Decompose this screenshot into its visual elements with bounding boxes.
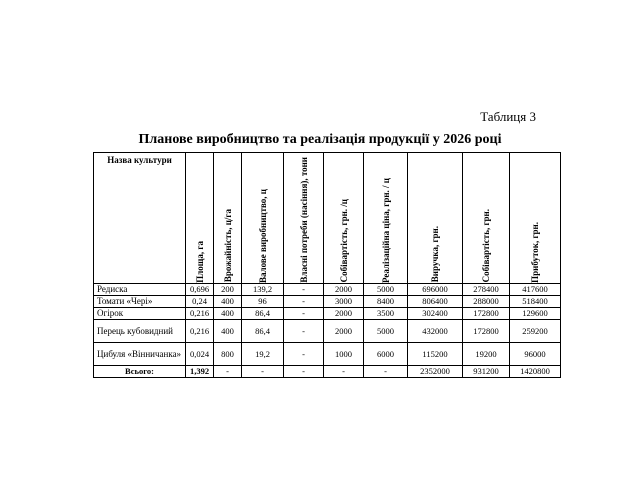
table-title: Планове виробництво та реалізація продукції у 2026 році — [138, 132, 502, 147]
cell-area: 0,24 — [186, 295, 214, 307]
cell-own-needs: - — [284, 283, 324, 295]
cell-cost-unit: 2000 — [324, 319, 364, 342]
header-price: Реалізаційна ціна, грн. / ц — [364, 153, 408, 284]
cell-total-own-needs: - — [284, 365, 324, 377]
table-row — [94, 295, 561, 307]
cell-price: 5000 — [364, 283, 408, 295]
cell-yield: 800 — [214, 342, 242, 365]
cell-own-needs: - — [284, 342, 324, 365]
cell-own-needs: - — [284, 295, 324, 307]
cell-price: 6000 — [364, 342, 408, 365]
cell-total-area: 1,392 — [186, 365, 214, 377]
cell-yield: 400 — [214, 307, 242, 319]
cell-revenue: 696000 — [408, 283, 463, 295]
header-area: Площа, га — [186, 153, 214, 284]
cell-total-cost-unit: - — [324, 365, 364, 377]
cell-yield: 200 — [214, 283, 242, 295]
cell-profit: 417600 — [510, 283, 561, 295]
cell-gross: 86,4 — [242, 307, 284, 319]
header-row — [94, 153, 561, 284]
header-own-needs: Власні потреби (насіння), тони — [284, 153, 324, 284]
cell-revenue: 432000 — [408, 319, 463, 342]
cell-cost-total: 19200 — [463, 342, 510, 365]
cell-price: 3500 — [364, 307, 408, 319]
cell-crop: Томати «Чері» — [94, 295, 186, 307]
cell-own-needs: - — [284, 307, 324, 319]
cell-profit: 96000 — [510, 342, 561, 365]
cell-gross: 86,4 — [242, 319, 284, 342]
cell-total-profit: 1420800 — [510, 365, 561, 377]
cell-cost-unit: 3000 — [324, 295, 364, 307]
cell-cost-unit: 2000 — [324, 307, 364, 319]
cell-yield: 400 — [214, 319, 242, 342]
cell-gross: 19,2 — [242, 342, 284, 365]
cell-price: 8400 — [364, 295, 408, 307]
cell-cost-unit: 2000 — [324, 283, 364, 295]
cell-total-label: Всього: — [94, 365, 186, 377]
cell-area: 0,024 — [186, 342, 214, 365]
cell-price: 5000 — [364, 319, 408, 342]
cell-revenue: 302400 — [408, 307, 463, 319]
cell-profit: 129600 — [510, 307, 561, 319]
cell-gross: 96 — [242, 295, 284, 307]
cell-profit: 259200 — [510, 319, 561, 342]
header-yield: Врожайність, ц/га — [214, 153, 242, 284]
header-cost-total: Собівартість, грн. — [463, 153, 510, 284]
table-caption: Таблиця 3 — [480, 109, 536, 124]
cell-area: 0,216 — [186, 307, 214, 319]
cell-yield: 400 — [214, 295, 242, 307]
cell-cost-total: 172800 — [463, 319, 510, 342]
cell-area: 0,696 — [186, 283, 214, 295]
cell-cost-unit: 1000 — [324, 342, 364, 365]
cell-cost-total: 278400 — [463, 283, 510, 295]
header-crop: Назва культури — [94, 153, 186, 284]
header-profit: Прибуток, грн. — [510, 153, 561, 284]
header-cost-unit: Собівартість, грн. /ц — [324, 153, 364, 284]
table-row — [94, 319, 561, 342]
cell-area: 0,216 — [186, 319, 214, 342]
cell-total-revenue: 2352000 — [408, 365, 463, 377]
cell-total-yield: - — [214, 365, 242, 377]
table-row — [94, 283, 561, 295]
cell-revenue: 115200 — [408, 342, 463, 365]
cell-own-needs: - — [284, 319, 324, 342]
cell-cost-total: 172800 — [463, 307, 510, 319]
cell-profit: 518400 — [510, 295, 561, 307]
table-row — [94, 307, 561, 319]
cell-total-cost-total: 931200 — [463, 365, 510, 377]
total-row — [94, 365, 561, 377]
cell-gross: 139,2 — [242, 283, 284, 295]
header-revenue: Виручка, грн. — [408, 153, 463, 284]
production-table — [93, 152, 561, 378]
cell-total-gross: - — [242, 365, 284, 377]
cell-total-price: - — [364, 365, 408, 377]
header-gross: Валове виробництво, ц — [242, 153, 284, 284]
cell-revenue: 806400 — [408, 295, 463, 307]
cell-crop: Огірок — [94, 307, 186, 319]
cell-crop: Перець кубовидний — [94, 319, 186, 342]
cell-crop: Редиска — [94, 283, 186, 295]
table-row — [94, 342, 561, 365]
cell-cost-total: 288000 — [463, 295, 510, 307]
cell-crop: Цибуля «Вінничанка» — [94, 342, 186, 365]
